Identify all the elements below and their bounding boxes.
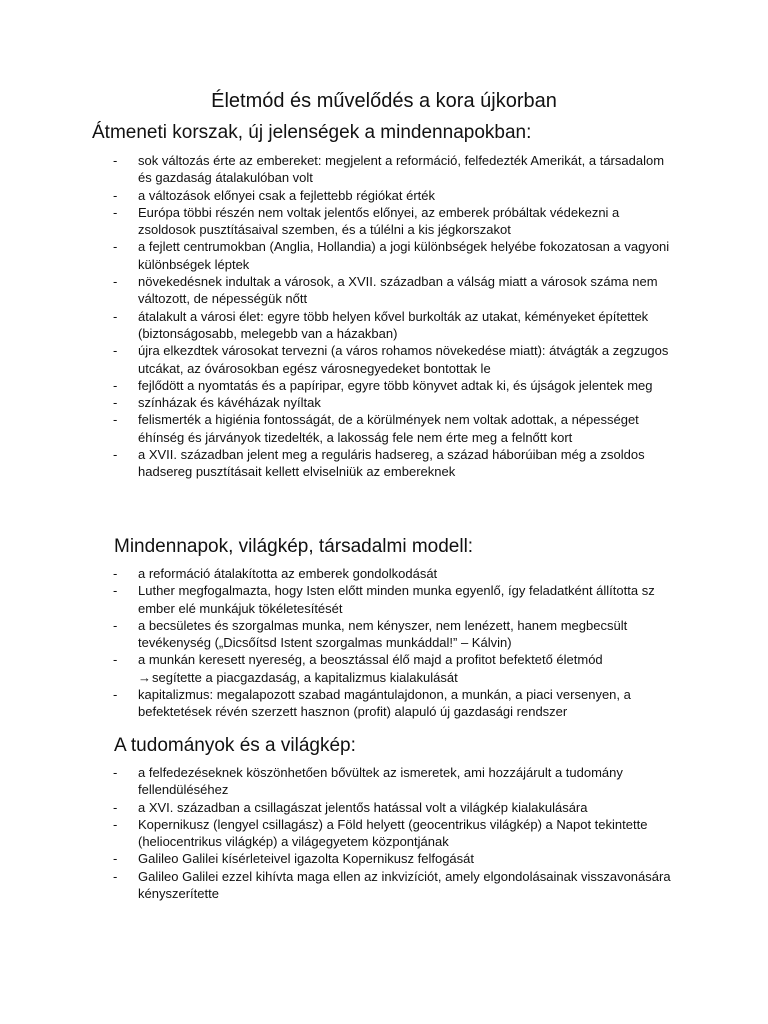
list-item	[0, 377, 768, 394]
list-item	[0, 394, 768, 411]
bullet-dash: -	[113, 153, 118, 168]
list-item-text: a becsületes és szorgalmas munka, nem kényszer, nem lenézett, hanem megbecsült tevékenység („Dicsőítsd Istent szorgalmas munkáddal!” – Kálvin)	[138, 617, 628, 651]
bullet-dash: -	[113, 583, 118, 599]
list-item-text: a XVI. században a csillagászat jelentős hatással volt a világkép kialakulására	[138, 799, 588, 815]
bullet-dash: -	[113, 652, 118, 668]
bullet-dash: -	[113, 395, 118, 411]
bullet-dash: -	[113, 566, 118, 581]
bullet-dash: -	[113, 343, 118, 359]
list-item-text: a felfedezéseknek köszönhetően bővültek az ismeretek, ami hozzájárult a tudomány fellendüléséhez	[138, 765, 623, 798]
list-item-text: a reformáció átalakította az emberek gondolkodását	[138, 566, 438, 581]
bullet-dash: -	[113, 239, 118, 255]
list-item	[0, 411, 768, 446]
bullet-dash: -	[113, 617, 118, 633]
list-item-text: a fejlett centrumokban (Anglia, Hollandia) a jogi különbségek helyébe fokozatosan a vagyoni különbségek léptek	[138, 239, 670, 272]
list-item	[0, 582, 768, 617]
list-item-text: átalakult a városi élet: egyre több helyen kővel burkolták az utakat, kéményeket építettek (biztonságosabb, melegebb van a házakban)	[138, 308, 649, 341]
bullet-list-sciences	[0, 764, 768, 902]
list-item-text: a változások előnyei csak a fejlettebb régiókat érték	[138, 187, 436, 203]
bullet-list-everyday-life	[0, 565, 768, 721]
bullet-dash: -	[113, 204, 118, 220]
bullet-dash: -	[113, 377, 118, 393]
list-item	[0, 565, 768, 582]
bullet-dash: -	[113, 687, 118, 703]
bullet-dash: -	[113, 274, 118, 290]
list-item-text: Luther megfogalmazta, hogy Isten előtt minden munka egyenlő, így feladatként állította sz ember elé munkájuk tökéletesítését	[138, 583, 655, 616]
bullet-dash: -	[113, 765, 118, 780]
list-item-text: Galileo Galilei ezzel kihívta maga ellen az inkvizíciót, amely elgondolásainak visszavonására kényszerítette	[138, 868, 671, 902]
section-heading-sciences: A tudományok és a világkép:	[114, 735, 356, 756]
list-item	[0, 868, 768, 903]
bullet-dash: -	[113, 799, 118, 815]
list-item	[0, 152, 768, 187]
list-item	[0, 204, 768, 239]
list-item	[0, 617, 768, 652]
list-item-text: kapitalizmus: megalapozott szabad magántulajdonon, a munkán, a piaci versenyen, a befektetések révén szerzett hasznon (profit) alapuló új gazdasági rendszer	[138, 687, 631, 720]
list-item-text: a XVII. században jelent meg a reguláris hadsereg, a század háborúiban még a zsoldos hadsereg pusztításait kellett elviselniük az embereknek	[138, 447, 645, 480]
list-item-text: Kopernikusz (lengyel csillagász) a Föld helyett (geocentrikus világkép) a Napot tekintette (heliocentrikus világkép) a világegyetem központjának	[138, 816, 648, 850]
list-item	[0, 273, 768, 308]
bullet-dash: -	[113, 816, 118, 832]
list-item	[0, 764, 768, 799]
list-item	[0, 342, 768, 377]
list-item	[0, 850, 768, 867]
list-item	[0, 187, 768, 204]
list-item-text: színházak és kávéházak nyíltak	[138, 395, 321, 411]
arrow-right-icon: →	[138, 669, 151, 685]
bullet-dash: -	[113, 412, 118, 428]
list-item-text: sok változás érte az embereket: megjelent a reformáció, felfedezték Amerikát, a társadalom és gazdaság átalakulóban volt	[138, 153, 665, 186]
list-item	[0, 238, 768, 273]
bullet-dash: -	[113, 868, 118, 884]
section-heading-everyday-life: Mindennapok, világkép, társadalmi modell:	[114, 536, 474, 557]
list-item	[0, 816, 768, 851]
bullet-dash: -	[113, 308, 118, 324]
list-item	[0, 446, 768, 481]
list-item	[0, 651, 768, 686]
bullet-dash: -	[113, 851, 118, 867]
list-item	[0, 799, 768, 816]
list-item-text: növekedésnek indultak a városok, a XVII. században a válság miatt a városok száma nem változott, de népességük nőtt	[138, 274, 658, 307]
list-item	[0, 686, 768, 721]
arrow-line-text: segítette a piacgazdaság, a kapitalizmus kialakulását	[152, 669, 458, 685]
bullet-dash: -	[113, 447, 118, 463]
list-item	[0, 308, 768, 343]
section-heading-changes: Átmeneti korszak, új jelenségek a mindennapokban:	[92, 122, 532, 143]
list-item-text: Európa többi részén nem voltak jelentős előnyei, az emberek próbáltak védekezni a zsoldosok pusztításaival szemben, és a túlélni a kis jégkorszakot	[138, 204, 620, 238]
document-title: Életmód és művelődés a kora újkorban	[211, 90, 557, 112]
list-item-text: újra elkezdtek városokat tervezni (a város rohamos növekedése miatt): átvágták a zegzugos utcákat, az óvárosokban egész városnegyedeket bontottak le	[138, 343, 669, 376]
list-item-text: a munkán keresett nyereség, a beosztással élő majd a profitot befektető életmód	[138, 652, 603, 668]
list-item-text: fejlődött a nyomtatás és a papíripar, egyre több könyvet adtak ki, és újságok jelentek meg	[138, 377, 653, 393]
bullet-dash: -	[113, 187, 118, 203]
list-item-text: Galileo Galilei kísérleteivel igazolta Kopernikusz felfogását	[138, 851, 475, 867]
list-item-text: felismerték a higiénia fontosságát, de a körülmények nem voltak adottak, a népességet éhínség és járványok tizedelték, a lakosság fele nem érte meg a felnőtt kort	[138, 412, 639, 445]
bullet-list-changes	[0, 152, 768, 481]
